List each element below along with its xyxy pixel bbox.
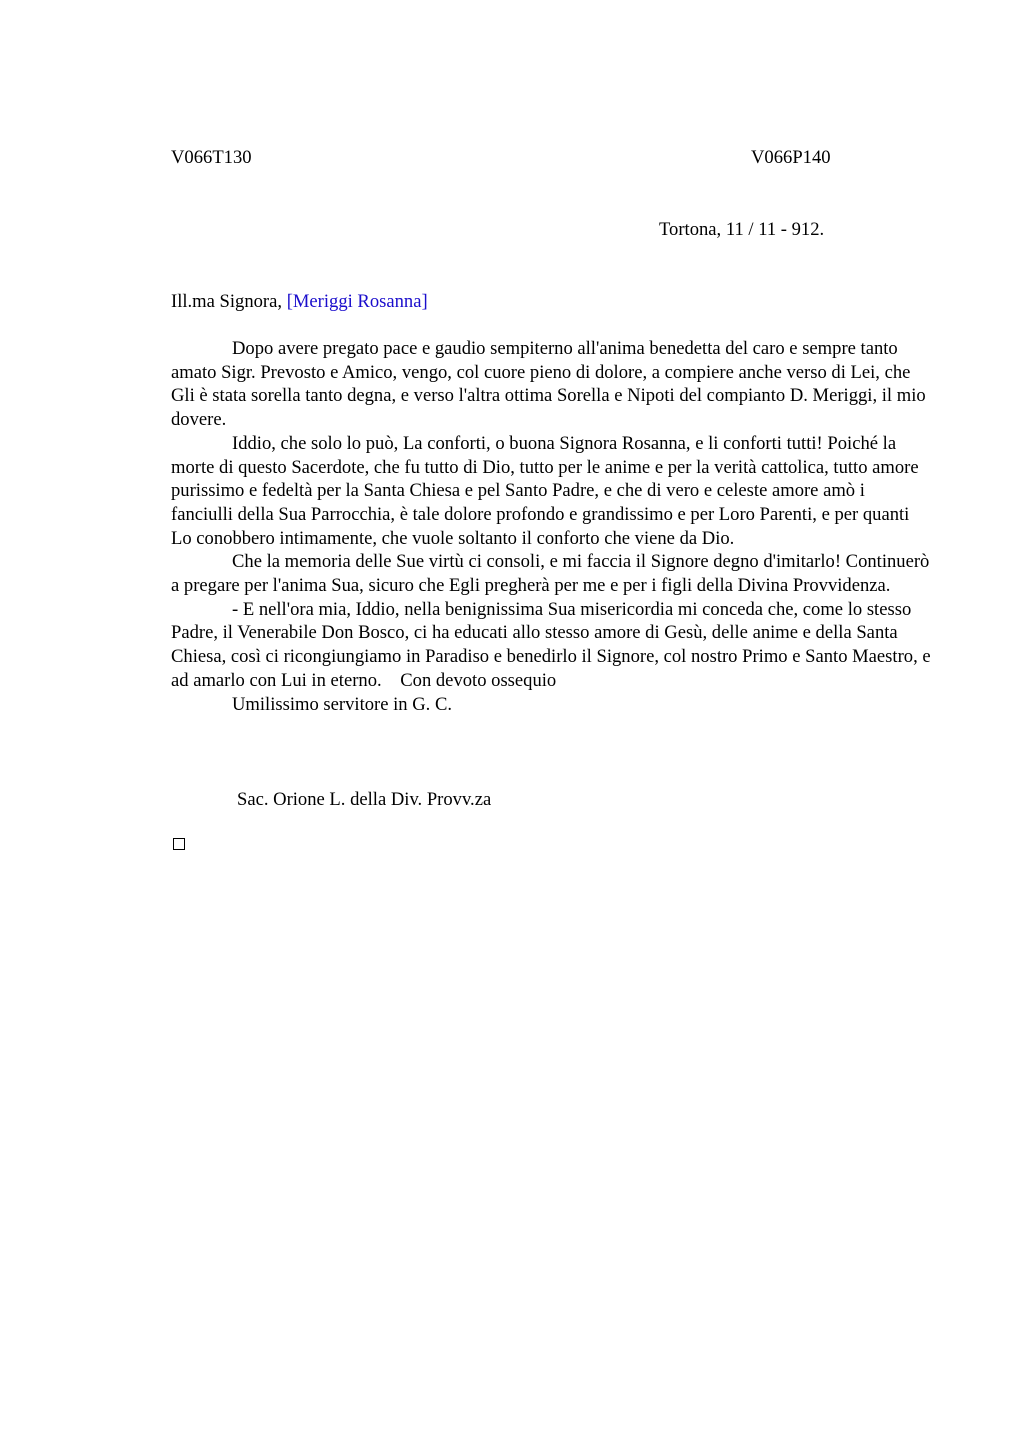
document-code-right: V066P140	[751, 147, 831, 168]
dateline: Tortona, 11 / 11 - 912.	[659, 219, 825, 240]
signature: Sac. Orione L. della Div. Provv.za	[237, 789, 492, 810]
closing-line: Umilissimo servitore in G. C.	[232, 693, 453, 715]
body-paragraph-3: Che la memoria delle Sue virtù ci consoli, e mi faccia il Signore degno d'imitarlo! Continuerò a pregare per l'anima Sua, sicuro che Egli pregherà per me e per i figli della Divina Provvidenza.	[171, 551, 930, 597]
body-paragraph-2: Iddio, che solo lo può, La conforti, o buona Signora Rosanna, e li conforti tutti! Poiché la morte di questo Sacerdote, che fu tutto di Dio, tutto per le anime e per la verità cattolica, tutto amore purissimo e fedeltà per la Santa Chiesa e pel Santo Padre, e che di vero e celeste amore amò i fanciulli della Sua Parrocchia, è tale dolore profondo e grandissimo e per Loro Parenti, e per quanti Lo conobbero intimamente, che vuole soltanto il conforto che viene da Dio.	[171, 432, 919, 549]
checkbox[interactable]	[173, 838, 185, 850]
document-code-left: V066T130	[171, 147, 252, 168]
body-paragraph-1: Dopo avere pregato pace e gaudio sempiterno all'anima benedetta del caro e sempre tanto amato Sigr. Prevosto e Amico, vengo, col cuore pieno di dolore, a compiere anche verso di Lei, che Gli è stata sorella tanto degna, e verso l'altra ottima Sorella e Nipoti del compianto D. Meriggi, il mio dovere.	[171, 338, 926, 431]
letter-body	[171, 337, 936, 716]
body-paragraph-4: - E nell'ora mia, Iddio, nella benignissima Sua misericordia mi conceda che, come lo stesso Padre, il Venerabile Don Bosco, ci ha educati allo stesso amore di Gesù, delle anime e della Santa Chiesa, così ci ricongiungiamo in Paradiso e benedirlo il Signore, col nostro Primo e Santo Maestro, e ad amarlo con Lui in eterno. Con devoto ossequio	[171, 598, 936, 691]
recipient-link[interactable]: [Meriggi Rosanna]	[286, 291, 428, 312]
salutation	[171, 290, 428, 314]
salutation-prefix: Ill.ma Signora,	[171, 291, 287, 312]
